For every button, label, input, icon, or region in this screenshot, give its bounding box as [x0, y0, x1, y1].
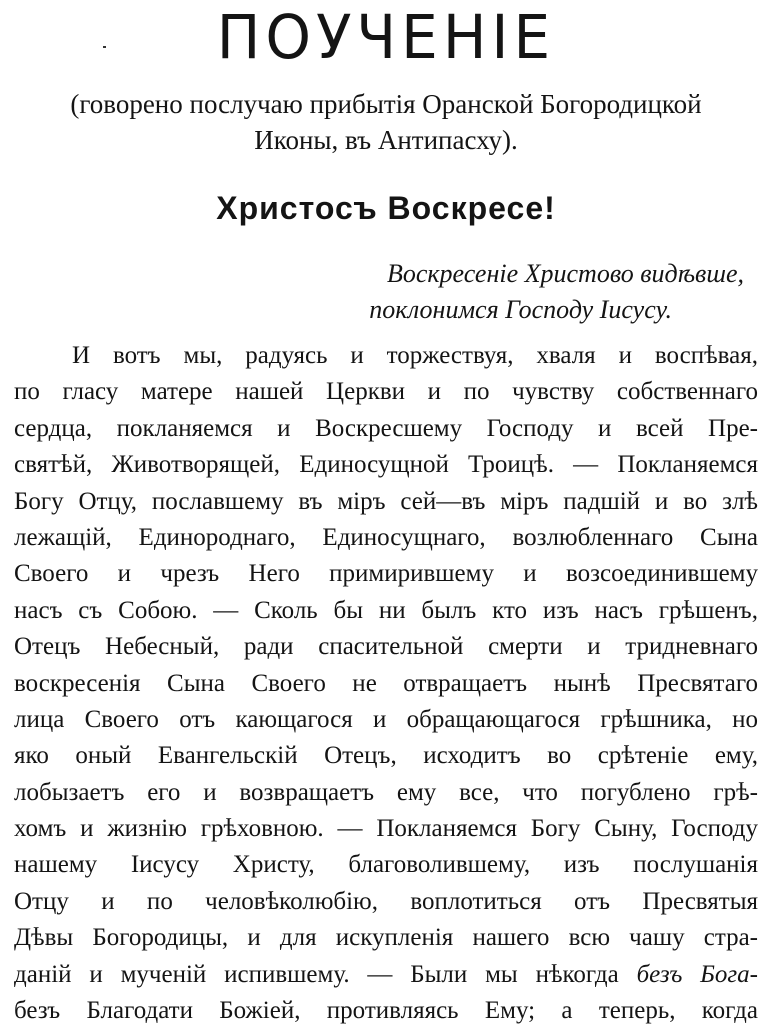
subtitle-line-2: Иконы, въ Антипасху).	[254, 125, 518, 155]
body-line-18-tail: -	[749, 960, 758, 988]
body-line-2: по гласу матере нашей Церкви и по чувству собственнаго	[14, 378, 758, 406]
body-line-1: И вотъ мы, радуясь и торжествуя, хваля и воспѣвая,	[72, 342, 758, 369]
body-line-19: безъ Благодати Божіей, противляясь Ему; а теперь, когда	[14, 997, 758, 1025]
subtitle-line-1: (говорено послучаю прибытія Оранской Богородицкой	[70, 89, 702, 119]
print-speck	[103, 46, 106, 48]
document-subtitle	[0, 86, 772, 158]
body-line-12: яко оный Евангельскій Отецъ, исходитъ во срѣтеніе ему,	[14, 742, 758, 770]
body-line-6: лежащій, Единороднаго, Единосущнаго, возлюбленнаго Сына	[14, 523, 758, 551]
body-line-9: Отецъ Небесный, ради спасительной смерти и тридневнаго	[14, 633, 758, 661]
body-line-8: насъ съ Собою. — Сколь бы ни былъ кто изъ насъ грѣшенъ,	[14, 596, 758, 624]
body-line-18-italic: безъ Бога	[636, 960, 750, 988]
body-line-18-text: даній и мученій испившему. — Были мы нѣкогда	[14, 960, 619, 988]
body-line-11: лица Своего отъ кающагося и обращающагося грѣшника, но	[14, 705, 758, 733]
body-line-10: воскресенія Сына Своего не отвращаетъ нынѣ Пресвятаго	[14, 669, 758, 697]
epigraph	[369, 256, 744, 328]
greeting-heading: Христосъ Воскресе!	[216, 190, 556, 226]
body-line-3: сердца, покланяемся и Воскресшему Господу и всей Пре-	[14, 414, 758, 442]
body-line-5: Богу Отцу, пославшему въ міръ сей—въ міръ падшій и во злѣ	[14, 487, 758, 515]
body-line-7: Своего и чрезъ Него примирившему и возсоединившему	[14, 560, 758, 588]
document-title: ПОУЧЕНІЕ	[216, 1, 556, 73]
body-line-14: хомъ и жизнію грѣховною. — Покланяемся Богу Сыну, Господу	[14, 815, 758, 843]
body-line-17: Дѣвы Богородицы, и для искупленія нашего всю чашу стра-	[14, 924, 758, 952]
epigraph-line-2: поклонимся Господу Іисусу.	[369, 295, 672, 324]
body-line-15: нашему Іисусу Христу, благоволившему, изъ послушанія	[14, 851, 758, 879]
sermon-body	[14, 338, 758, 1029]
body-line-4: святѣй, Животворящей, Единосущной Троицѣ. — Покланяемся	[14, 451, 758, 479]
body-line-13: лобызаетъ его и возвращаетъ ему все, что погублено грѣ-	[14, 778, 758, 806]
epigraph-line-1: Воскресеніе Христово видѣвше,	[386, 259, 744, 288]
body-line-16: Отцу и по человѣколюбію, воплотиться отъ Пресвятыя	[14, 887, 758, 915]
